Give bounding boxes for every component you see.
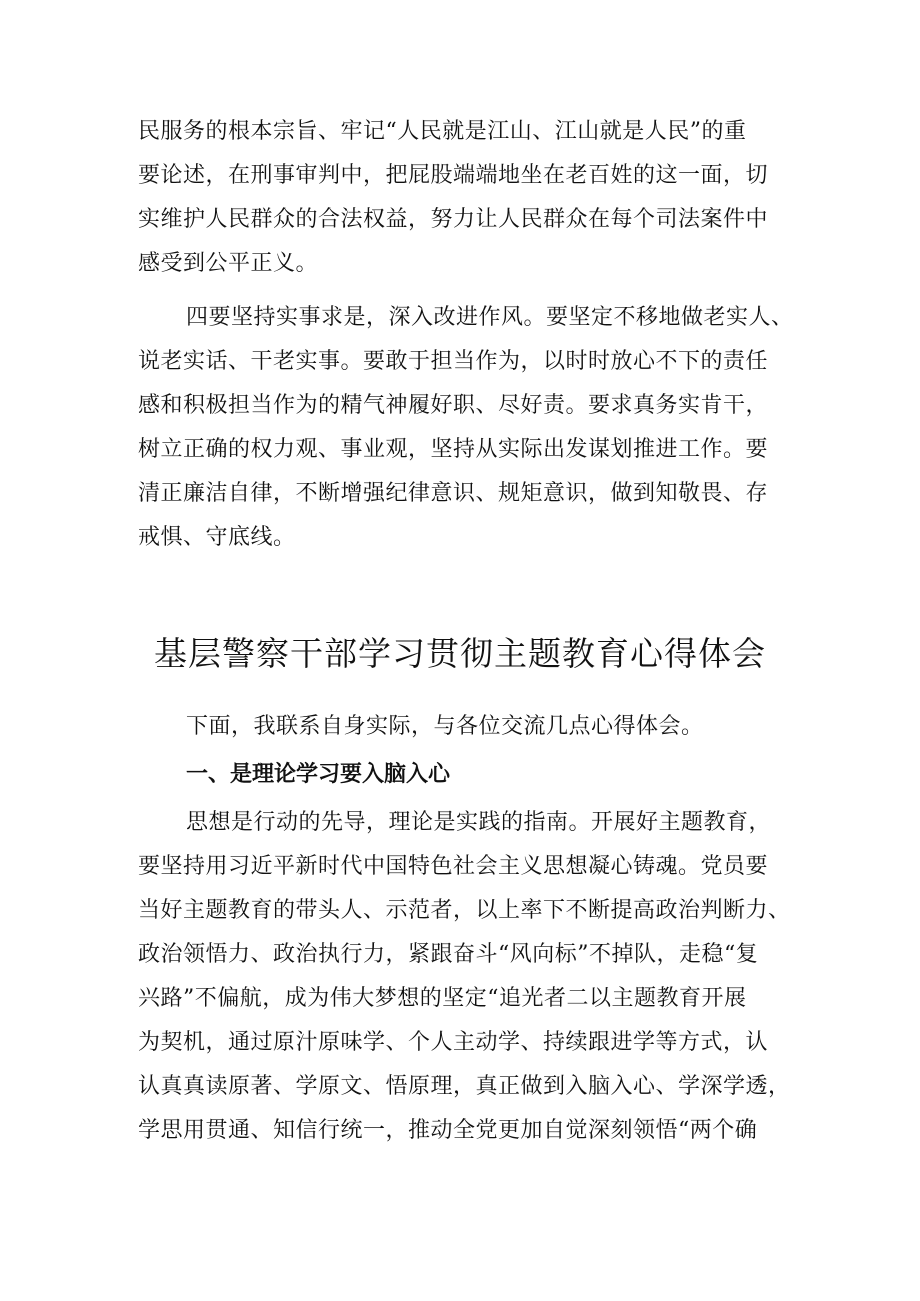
paragraph-line: 说老实话、干老实事。要敢于担当作为，以时时放心不下的责任	[138, 349, 769, 374]
paragraph-line: 树立正确的权力观、事业观，坚持从实际出发谋划推进工作。要	[138, 437, 769, 462]
section-heading: 一、是理论学习要入脑入心	[186, 762, 451, 787]
paragraph-line: 兴路”不偏航，成为伟大梦想的坚定“追光者二以主题教育开展	[138, 986, 747, 1011]
paragraph-line: 要论述，在刑事审判中，把屁股端端地坐在老百姓的这一面，切	[138, 163, 769, 188]
paragraph-line: 当好主题教育的带头人、示范者，以上率下不断提高政治判断力、	[138, 898, 791, 923]
paragraph-line: 思想是行动的先导，理论是实践的指南。开展好主题教育，	[186, 810, 772, 835]
paragraph-line: 政治领悟力、政治执行力，紧跟奋斗“风向标”不掉队，走稳“复	[138, 942, 759, 967]
intro-line: 下面，我联系自身实际，与各位交流几点心得体会。	[186, 714, 704, 739]
paragraph-line: 认真真读原著、学原文、悟原理，真正做到入脑入心、学深学透，	[138, 1074, 791, 1099]
paragraph-line: 为契机，通过原汁原味学、个人主动学、持续跟进学等方式，认	[138, 1030, 769, 1055]
document-title: 基层警察干部学习贯彻主题教育心得体会	[154, 634, 766, 673]
paragraph-line: 感和积极担当作为的精气神履好职、尽好责。要求真务实肯干，	[138, 393, 769, 418]
paragraph-line: 戒惧、守底线。	[138, 525, 296, 550]
paragraph-line: 清正廉洁自律，不断增强纪律意识、规矩意识，做到知敬畏、存	[138, 481, 769, 506]
paragraph-line: 四要坚持实事求是，深入改进作风。要坚定不移地做老实人、	[186, 305, 794, 330]
paragraph-line: 感受到公平正义。	[138, 251, 319, 276]
paragraph-line: 民服务的根本宗旨、牢记“人民就是江山、江山就是人民”的重	[138, 119, 747, 144]
paragraph-line: 实维护人民群众的合法权益，努力让人民群众在每个司法案件中	[138, 207, 769, 232]
paragraph-line: 要坚持用习近平新时代中国特色社会主义思想凝心铸魂。党员要	[138, 854, 769, 879]
paragraph-line: 学思用贯通、知信行统一，推动全党更加自觉深刻领悟“两个确	[138, 1118, 758, 1143]
